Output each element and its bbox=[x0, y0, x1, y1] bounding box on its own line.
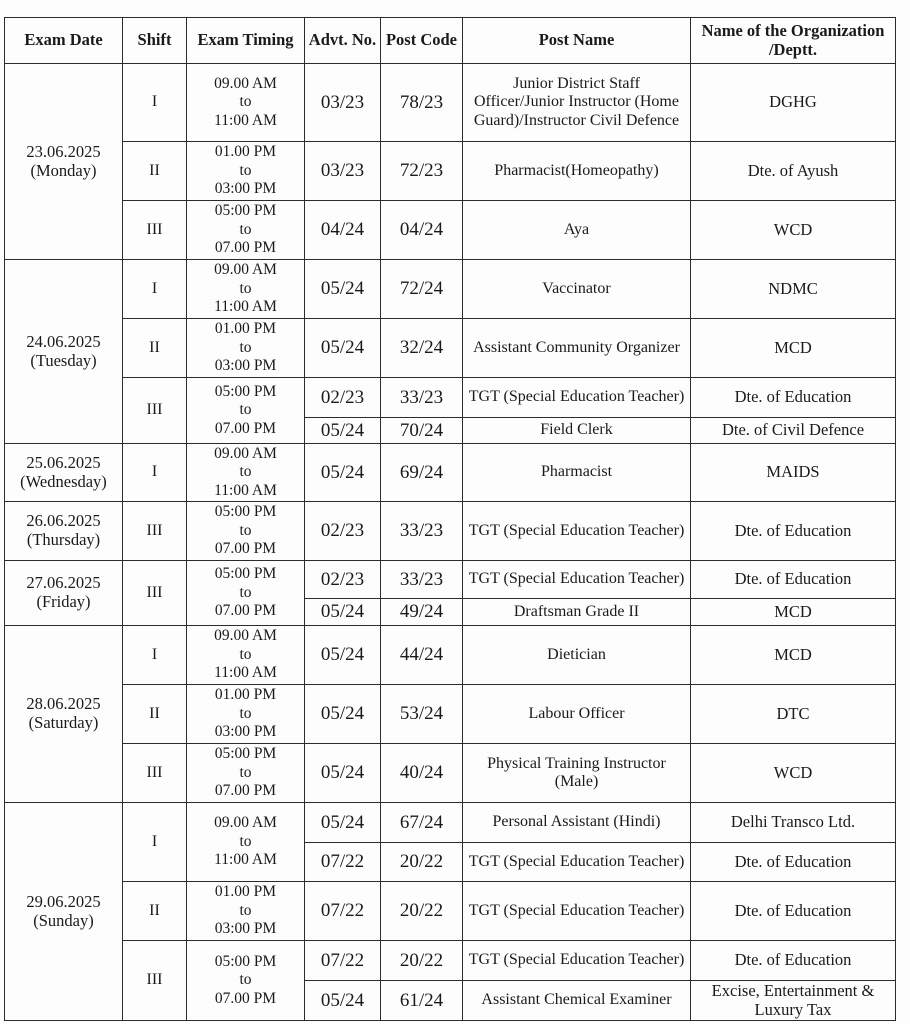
timing-cell bbox=[187, 882, 305, 941]
post-code: 32/24 bbox=[381, 319, 463, 378]
exam-schedule-table bbox=[4, 17, 896, 1021]
table-row bbox=[5, 142, 896, 201]
post-name: Field Clerk bbox=[463, 418, 691, 444]
organization: Delhi Transco Ltd. bbox=[691, 803, 896, 843]
exam-date-cell bbox=[5, 561, 123, 626]
post-code: 33/23 bbox=[381, 561, 463, 599]
timing-start: 01.00 PM bbox=[214, 320, 277, 338]
timing-cell bbox=[187, 744, 305, 803]
organization: MCD bbox=[691, 599, 896, 626]
table-row bbox=[5, 444, 896, 502]
timing-start: 05:00 PM bbox=[214, 382, 277, 400]
advt-no: 05/24 bbox=[305, 444, 381, 502]
timing-end: 07.00 PM bbox=[214, 540, 277, 558]
post-name: Pharmacist(Homeopathy) bbox=[463, 142, 691, 201]
timing-to: to bbox=[239, 161, 252, 179]
timing-end: 11:00 AM bbox=[214, 481, 277, 499]
exam-date: 28.06.2025 bbox=[26, 694, 101, 714]
timing-to: to bbox=[239, 279, 252, 297]
timing-cell bbox=[187, 378, 305, 444]
table-row bbox=[5, 561, 896, 599]
post-name: Labour Officer bbox=[463, 685, 691, 744]
timing-start: 05:00 PM bbox=[214, 202, 277, 220]
post-code: 40/24 bbox=[381, 744, 463, 803]
post-name: TGT (Special Education Teacher) bbox=[463, 502, 691, 561]
timing-cell bbox=[187, 64, 305, 142]
header-shift: Shift bbox=[123, 18, 187, 64]
shift-cell: II bbox=[123, 319, 187, 378]
header-exam-date: Exam Date bbox=[5, 18, 123, 64]
timing-start: 01.00 PM bbox=[214, 686, 277, 704]
post-code: 33/23 bbox=[381, 502, 463, 561]
advt-no: 05/24 bbox=[305, 599, 381, 626]
timing-end: 07.00 PM bbox=[214, 989, 277, 1007]
exam-day: (Sunday) bbox=[33, 910, 94, 930]
timing-start: 09.00 AM bbox=[214, 261, 277, 279]
table-row bbox=[5, 260, 896, 319]
timing-to: to bbox=[239, 645, 252, 663]
advt-no: 07/22 bbox=[305, 941, 381, 981]
organization: Dte. of Ayush bbox=[691, 142, 896, 201]
post-name: Personal Assistant (Hindi) bbox=[463, 803, 691, 843]
header-exam-timing: Exam Timing bbox=[187, 18, 305, 64]
shift-cell: III bbox=[123, 561, 187, 626]
organization: Excise, Entertainment & Luxury Tax bbox=[691, 981, 896, 1021]
post-code: 49/24 bbox=[381, 599, 463, 626]
header-advt-no: Advt. No. bbox=[305, 18, 381, 64]
organization: MCD bbox=[691, 319, 896, 378]
timing-end: 03:00 PM bbox=[214, 357, 277, 375]
table-row bbox=[5, 64, 896, 142]
post-name: Dietician bbox=[463, 626, 691, 685]
post-code: 20/22 bbox=[381, 843, 463, 882]
exam-date-cell bbox=[5, 626, 123, 803]
shift-cell: III bbox=[123, 744, 187, 803]
organization: DGHG bbox=[691, 64, 896, 142]
exam-day: (Wednesday) bbox=[20, 471, 107, 491]
shift-cell: I bbox=[123, 444, 187, 502]
timing-start: 05:00 PM bbox=[214, 745, 277, 763]
timing-end: 07.00 PM bbox=[214, 239, 277, 257]
organization: Dte. of Education bbox=[691, 843, 896, 882]
shift-cell: I bbox=[123, 260, 187, 319]
timing-start: 01.00 PM bbox=[214, 143, 277, 161]
post-name: TGT (Special Education Teacher) bbox=[463, 882, 691, 941]
timing-to: to bbox=[239, 971, 252, 989]
table-row bbox=[5, 744, 896, 803]
timing-cell bbox=[187, 685, 305, 744]
exam-date-cell bbox=[5, 260, 123, 444]
exam-day: (Friday) bbox=[36, 592, 91, 611]
timing-end: 07.00 PM bbox=[214, 419, 277, 437]
advt-no: 05/24 bbox=[305, 626, 381, 685]
advt-no: 05/24 bbox=[305, 685, 381, 744]
timing-start: 01.00 PM bbox=[214, 883, 277, 901]
post-name: Pharmacist bbox=[463, 444, 691, 502]
timing-cell bbox=[187, 201, 305, 260]
timing-end: 11:00 AM bbox=[214, 664, 277, 682]
organization: Dte. of Education bbox=[691, 561, 896, 599]
shift-cell: I bbox=[123, 64, 187, 142]
organization: Dte. of Education bbox=[691, 502, 896, 561]
post-code: 61/24 bbox=[381, 981, 463, 1021]
advt-no: 02/23 bbox=[305, 502, 381, 561]
organization: Dte. of Education bbox=[691, 882, 896, 941]
post-name: Assistant Chemical Examiner bbox=[463, 981, 691, 1021]
timing-to: to bbox=[239, 901, 252, 919]
exam-day: (Thursday) bbox=[26, 530, 101, 549]
timing-to: to bbox=[239, 704, 252, 722]
table-row bbox=[5, 941, 896, 981]
timing-cell bbox=[187, 803, 305, 882]
shift-cell: III bbox=[123, 201, 187, 260]
header-post-code: Post Code bbox=[381, 18, 463, 64]
timing-end: 03:00 PM bbox=[214, 180, 277, 198]
timing-start: 09.00 AM bbox=[214, 627, 277, 645]
timing-start: 09.00 AM bbox=[214, 814, 277, 832]
shift-cell: III bbox=[123, 502, 187, 561]
advt-no: 05/24 bbox=[305, 418, 381, 444]
post-name: Physical Training Instructor (Male) bbox=[463, 744, 691, 803]
post-name: TGT (Special Education Teacher) bbox=[463, 561, 691, 599]
timing-cell bbox=[187, 319, 305, 378]
post-code: 04/24 bbox=[381, 201, 463, 260]
shift-cell: II bbox=[123, 882, 187, 941]
organization: Dte. of Education bbox=[691, 378, 896, 418]
post-code: 67/24 bbox=[381, 803, 463, 843]
organization: MCD bbox=[691, 626, 896, 685]
table-row bbox=[5, 626, 896, 685]
shift-cell: II bbox=[123, 142, 187, 201]
advt-no: 03/23 bbox=[305, 142, 381, 201]
timing-start: 05:00 PM bbox=[214, 565, 277, 583]
organization: MAIDS bbox=[691, 444, 896, 502]
timing-end: 11:00 AM bbox=[214, 851, 277, 869]
post-name: Draftsman Grade II bbox=[463, 599, 691, 626]
post-code: 70/24 bbox=[381, 418, 463, 444]
exam-date-cell bbox=[5, 803, 123, 1021]
advt-no: 02/23 bbox=[305, 378, 381, 418]
table-row bbox=[5, 882, 896, 941]
header-row bbox=[5, 18, 896, 64]
post-code: 69/24 bbox=[381, 444, 463, 502]
timing-end: 07.00 PM bbox=[214, 782, 277, 800]
table-row bbox=[5, 685, 896, 744]
timing-cell bbox=[187, 941, 305, 1021]
exam-date: 27.06.2025 bbox=[26, 573, 101, 593]
post-name: TGT (Special Education Teacher) bbox=[463, 941, 691, 981]
advt-no: 05/24 bbox=[305, 319, 381, 378]
shift-cell: I bbox=[123, 803, 187, 882]
table-row bbox=[5, 201, 896, 260]
timing-to: to bbox=[239, 401, 252, 419]
shift-cell: I bbox=[123, 626, 187, 685]
post-code: 53/24 bbox=[381, 685, 463, 744]
timing-to: to bbox=[239, 93, 252, 111]
advt-no: 05/24 bbox=[305, 260, 381, 319]
advt-no: 07/22 bbox=[305, 882, 381, 941]
timing-to: to bbox=[239, 338, 252, 356]
organization: NDMC bbox=[691, 260, 896, 319]
organization: Dte. of Civil Defence bbox=[691, 418, 896, 444]
exam-date-cell bbox=[5, 444, 123, 502]
timing-cell bbox=[187, 502, 305, 561]
timing-end: 03:00 PM bbox=[214, 920, 277, 938]
timing-end: 11:00 AM bbox=[214, 111, 277, 129]
timing-to: to bbox=[239, 763, 252, 781]
timing-start: 05:00 PM bbox=[214, 503, 277, 521]
timing-cell bbox=[187, 142, 305, 201]
timing-start: 09.00 AM bbox=[214, 444, 277, 462]
timing-cell bbox=[187, 444, 305, 502]
timing-end: 07.00 PM bbox=[214, 602, 277, 620]
exam-day: (Tuesday) bbox=[30, 350, 97, 370]
shift-cell: II bbox=[123, 685, 187, 744]
table-row bbox=[5, 803, 896, 843]
timing-start: 09.00 AM bbox=[214, 74, 277, 92]
exam-day: (Saturday) bbox=[28, 713, 99, 732]
post-code: 72/23 bbox=[381, 142, 463, 201]
post-code: 20/22 bbox=[381, 882, 463, 941]
timing-end: 03:00 PM bbox=[214, 723, 277, 741]
exam-date-cell bbox=[5, 64, 123, 260]
exam-date: 23.06.2025 bbox=[26, 141, 101, 161]
post-name: Vaccinator bbox=[463, 260, 691, 319]
table-row bbox=[5, 502, 896, 561]
exam-date-cell bbox=[5, 502, 123, 561]
exam-date: 26.06.2025 bbox=[26, 511, 101, 531]
post-name: TGT (Special Education Teacher) bbox=[463, 843, 691, 882]
advt-no: 03/23 bbox=[305, 64, 381, 142]
timing-cell bbox=[187, 626, 305, 685]
post-code: 72/24 bbox=[381, 260, 463, 319]
advt-no: 07/22 bbox=[305, 843, 381, 882]
timing-to: to bbox=[239, 521, 252, 539]
post-name: Aya bbox=[463, 201, 691, 260]
table-row bbox=[5, 319, 896, 378]
table-row bbox=[5, 378, 896, 418]
shift-cell: III bbox=[123, 941, 187, 1021]
post-code: 78/23 bbox=[381, 64, 463, 142]
exam-date: 24.06.2025 bbox=[26, 331, 101, 351]
post-name: Junior District Staff Officer/Junior Instructor (Home Guard)/Instructor Civil Defence bbox=[463, 64, 691, 142]
timing-cell bbox=[187, 561, 305, 626]
shift-cell: III bbox=[123, 378, 187, 444]
timing-to: to bbox=[239, 583, 252, 601]
organization: Dte. of Education bbox=[691, 941, 896, 981]
organization: WCD bbox=[691, 744, 896, 803]
post-code: 44/24 bbox=[381, 626, 463, 685]
exam-day: (Monday) bbox=[30, 160, 97, 180]
post-code: 33/23 bbox=[381, 378, 463, 418]
advt-no: 05/24 bbox=[305, 803, 381, 843]
advt-no: 02/23 bbox=[305, 561, 381, 599]
advt-no: 05/24 bbox=[305, 981, 381, 1021]
timing-cell bbox=[187, 260, 305, 319]
post-name: Assistant Community Organizer bbox=[463, 319, 691, 378]
header-post-name: Post Name bbox=[463, 18, 691, 64]
timing-end: 11:00 AM bbox=[214, 298, 277, 316]
timing-to: to bbox=[239, 463, 252, 481]
advt-no: 05/24 bbox=[305, 744, 381, 803]
post-name: TGT (Special Education Teacher) bbox=[463, 378, 691, 418]
timing-to: to bbox=[239, 832, 252, 850]
organization: WCD bbox=[691, 201, 896, 260]
exam-date: 29.06.2025 bbox=[26, 891, 101, 911]
post-code: 20/22 bbox=[381, 941, 463, 981]
timing-to: to bbox=[239, 220, 252, 238]
advt-no: 04/24 bbox=[305, 201, 381, 260]
organization: DTC bbox=[691, 685, 896, 744]
timing-start: 05:00 PM bbox=[214, 952, 277, 970]
exam-date: 25.06.2025 bbox=[26, 452, 101, 472]
header-organization: Name of the Organization /Deptt. bbox=[691, 18, 896, 64]
